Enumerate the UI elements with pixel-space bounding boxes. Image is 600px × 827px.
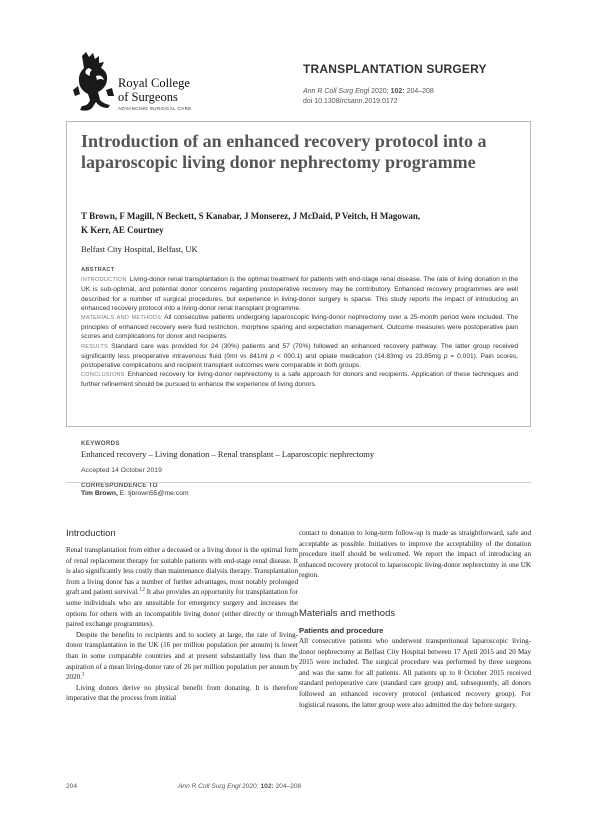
abstract-heading: ABSTRACT bbox=[81, 267, 115, 273]
authors-line-1: T Brown, F Magill, N Beckett, S Kanabar, J Monserez, J McDaid, P Veitch, H Magowan, bbox=[81, 211, 421, 221]
accepted-date: Accepted 14 October 2019 bbox=[81, 467, 162, 474]
p-value-symbol: p bbox=[270, 352, 275, 360]
journal-header bbox=[303, 62, 523, 106]
correspondence bbox=[81, 490, 521, 497]
abstract-results-label: RESULTS bbox=[81, 343, 109, 350]
abstract-conclusions-label: CONCLUSIONS bbox=[81, 372, 125, 379]
abstract-methods bbox=[81, 313, 518, 342]
citation-year: 2020; bbox=[371, 88, 389, 95]
affiliation: Belfast City Hospital, Belfast, UK bbox=[81, 244, 198, 254]
introduction-heading: Introduction bbox=[66, 528, 116, 539]
citation bbox=[303, 87, 523, 106]
logo-name-line1: Royal College bbox=[118, 76, 190, 90]
subheading-patients: Patients and procedure bbox=[299, 626, 384, 635]
body-column-right-lower bbox=[299, 636, 531, 710]
abstract-conclusions bbox=[81, 370, 518, 389]
citation-pages: 204–208 bbox=[406, 88, 434, 95]
body-paragraph bbox=[66, 545, 298, 630]
p-value-symbol: p bbox=[443, 352, 448, 360]
logo-name-line2: of Surgeons bbox=[118, 90, 178, 104]
abstract-methods-label: MATERIALS AND METHODS bbox=[81, 315, 162, 322]
footer-year: 2020; bbox=[240, 783, 261, 790]
body-paragraph: Living donors derive no physical benefit from donating. It is therefore imperative that the process from initial bbox=[66, 683, 298, 703]
body-column-right bbox=[299, 528, 531, 581]
doi-link[interactable]: doi 10.1308/rcsann.2019.0172 bbox=[303, 97, 398, 105]
rcs-logo bbox=[70, 50, 230, 118]
methods-heading: Materials and methods bbox=[299, 608, 396, 619]
author-list bbox=[81, 210, 521, 237]
citation-volume: 102: bbox=[390, 88, 405, 95]
section-label: TRANSPLANTATION SURGERY bbox=[303, 62, 487, 76]
footer-citation bbox=[178, 783, 301, 790]
article-meta bbox=[81, 440, 521, 497]
reference-superscript[interactable]: 1,2 bbox=[138, 588, 145, 594]
griffin-crest-icon bbox=[70, 50, 116, 116]
abstract bbox=[81, 266, 518, 390]
abstract-methods-text: All consecutive patients undergoing laparoscopic living-donor nephrectomy over a 25-month period were included. The principles of enhanced recovery were fluid restriction, morphine sparing and expectation management. Outcome measures were postoperative pain scores and complications for donor and recipients. bbox=[81, 314, 518, 341]
body-text: It also provides an opportunity for transplantation for some individuals who are unsuitable for emergency surgery and increases the options for others with an incompatible living donor (either directly or through paired exchange programmes). bbox=[66, 588, 298, 629]
keywords-label: KEYWORDS bbox=[81, 440, 120, 447]
abstract-results-text-a: Standard care was provided for 24 (30%) patients and 57 (70%) followed an enhanced recovery pathway. The latter group received significantly less preoperative intravenous fluid (0ml vs 841ml bbox=[81, 342, 518, 360]
correspondence-name: Tim Brown, bbox=[81, 490, 118, 497]
abstract-introduction bbox=[81, 275, 518, 313]
body-paragraph: All consecutive patients who underwent transperitoneal laparoscopic living-donor nephrectomy at Belfast City Hospital between 17 April 2015 and 20 May 2015 were included. The surgical procedure was performed by three surgeons and was the same for all patients. All patients up to 8 October 2015 received standard perioperative care (standard care group) and, subsequently, all donors followed an enhanced recovery protocol (enhanced recovery group). For logistical reasons, the latter group were also admitted the day before surgery. bbox=[299, 637, 531, 709]
abstract-conclusions-text: Enhanced recovery for living-donor nephrectomy is a safe approach for donors and recipients. Application of these techniques and further refinement should be pursued to enhance the experience of living donors. bbox=[81, 371, 518, 389]
abstract-intro-label: INTRODUCTION bbox=[81, 277, 127, 284]
footer-volume: 102: bbox=[260, 783, 274, 790]
divider bbox=[66, 482, 531, 483]
reference-superscript[interactable]: 3 bbox=[81, 672, 85, 678]
body-paragraph: contact to donation to long-term follow-up is made as straightforward, safe and acceptable as possible. Initiatives to improve the acceptability of the donation procedure itself should be welcomed. We report the impact of introducing an enhanced recovery protocol to laparoscopic living-donor nephrectomy in one UK region. bbox=[299, 529, 531, 580]
footer-journal: Ann R Coll Surg Engl bbox=[178, 783, 241, 790]
authors-line-2: K Kerr, AE Courtney bbox=[81, 224, 164, 235]
abstract-results-text-c: = 0.001). Pain scores, postoperative complications and recipient transplant outcomes were comparable in both groups. bbox=[81, 352, 518, 370]
page-number: 204 bbox=[66, 783, 78, 790]
body-text: Renal transplantation from either a deceased or a living donor is the optimal form of renal replacement therapy for suitable patients with end-stage renal disease. It is also significantly less costly than maintenance dialysis therapy. Transplantation from a living donor has a number of further advantages, most notably prolonged graft and patient survival. bbox=[66, 546, 298, 597]
correspondence-label: CORRESPONDENCE TO bbox=[81, 482, 158, 489]
abstract-results bbox=[81, 342, 518, 371]
citation-journal: Ann R Coll Surg Engl bbox=[303, 88, 370, 95]
body-text: Despite the benefits to recipients and to society at large, the rate of living-donor transplantation in the UK (16 per million population per annum) is lower than in some comparable countries and at present substantially less than the aspiration of a mean living-donor rate of 26 per million population per annum by 2020. bbox=[66, 630, 298, 682]
logo-tagline: ADVANCING SURGICAL CARE bbox=[118, 106, 192, 111]
abstract-intro-text: Living-donor renal transplantation is the optimal treatment for patients with end-stage renal disease. The rate of living donation in the UK is sub-optimal, and potential donor concerns regarding postoperative recovery may be contributory. Enhanced recovery programmes are well described for a number of surgical procedures, but experience in living-donor surgery is sparse. This study reports the impact of introducing an enhanced recovery protocol into a living-donor renal transplant programme. bbox=[81, 276, 518, 312]
article-title: Introduction of an enhanced recovery protocol into a laparoscopic living donor nephrectomy programme bbox=[81, 131, 487, 172]
body-paragraph bbox=[66, 630, 298, 683]
footer-pages: 204–208 bbox=[273, 783, 302, 790]
keywords: Enhanced recovery – Living donation – Renal transplant – Laparoscopic nephrectomy bbox=[81, 449, 375, 459]
abstract-results-text-b: < 000.1) and opiate medication (14.83mg vs 23.85mg bbox=[274, 352, 444, 360]
body-column-left bbox=[66, 545, 298, 704]
correspondence-email[interactable]: E: tjbrown55@me.com bbox=[117, 490, 189, 497]
